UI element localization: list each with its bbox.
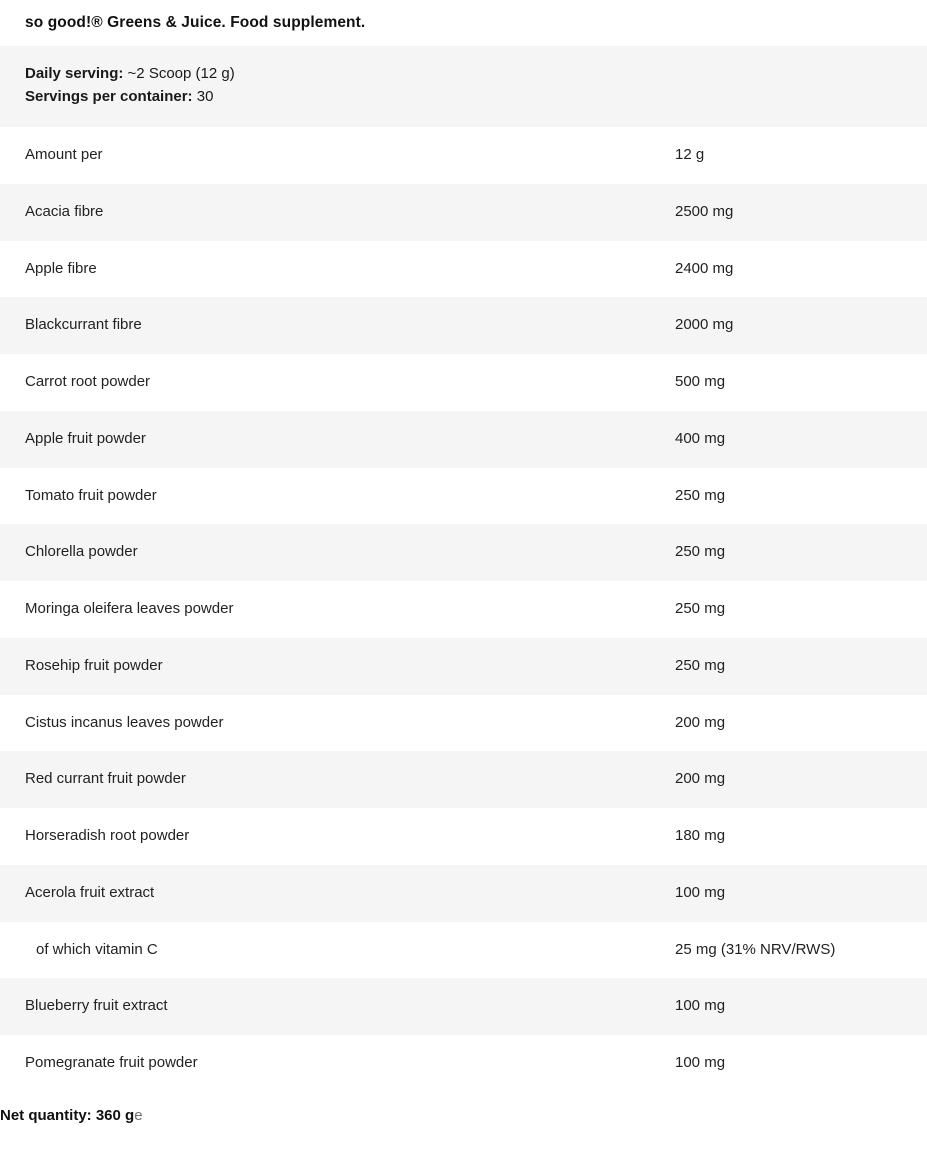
ingredient-amount: 100 mg (675, 1035, 927, 1092)
ingredient-name: Acacia fibre (0, 184, 675, 241)
table-row (0, 581, 927, 638)
ingredient-amount: 100 mg (675, 865, 927, 922)
table-row (0, 354, 927, 411)
ingredient-amount: 200 mg (675, 751, 927, 808)
daily-serving-line (25, 63, 902, 86)
ingredient-amount: 250 mg (675, 468, 927, 525)
table-row (0, 751, 927, 808)
ingredient-amount: 500 mg (675, 354, 927, 411)
table-row (0, 865, 927, 922)
table-row (0, 241, 927, 298)
table-row (0, 468, 927, 525)
ingredient-name: Chlorella powder (0, 524, 675, 581)
servings-per-container-value: 30 (196, 87, 214, 105)
ingredient-amount: 2400 mg (675, 241, 927, 298)
daily-serving-value: ~2 Scoop (12 g) (127, 65, 235, 82)
ingredient-name: Rosehip fruit powder (0, 638, 675, 695)
daily-serving-label: Daily serving: (25, 65, 124, 82)
ingredient-name: of which vitamin C (0, 922, 675, 979)
ingredient-amount: 2500 mg (675, 184, 927, 241)
table-row (0, 638, 927, 695)
servings-per-container-label: Servings per container: (25, 87, 193, 105)
ingredient-name: Moringa oleifera leaves powder (0, 581, 675, 638)
table-row (0, 184, 927, 241)
ingredient-name: Tomato fruit powder (0, 468, 675, 525)
table-header-name: Amount per (0, 127, 675, 184)
ingredient-amount: 250 mg (675, 638, 927, 695)
ingredient-name: Apple fruit powder (0, 411, 675, 468)
ingredient-name: Blueberry fruit extract (0, 978, 675, 1035)
table-header-row (0, 127, 927, 184)
table-row (0, 922, 927, 979)
nutrition-table-body (0, 127, 927, 1092)
ingredient-name: Cistus incanus leaves powder (0, 695, 675, 752)
table-row (0, 411, 927, 468)
ingredient-amount: 200 mg (675, 695, 927, 752)
table-header-value: 12 g (675, 127, 927, 184)
ingredient-name: Carrot root powder (0, 354, 675, 411)
nutrition-table (0, 127, 927, 1092)
table-row (0, 695, 927, 752)
ingredient-name: Horseradish root powder (0, 808, 675, 865)
ingredient-name: Pomegranate fruit powder (0, 1035, 675, 1092)
table-row (0, 808, 927, 865)
estimated-sign-icon: e (134, 1106, 143, 1124)
page-title: so good!® Greens & Juice. Food supplement. (25, 14, 366, 31)
ingredient-name: Red currant fruit powder (0, 751, 675, 808)
ingredient-amount: 250 mg (675, 524, 927, 581)
net-quantity-label: Net quantity: (0, 1106, 92, 1124)
ingredient-name: Blackcurrant fibre (0, 297, 675, 354)
ingredient-name: Acerola fruit extract (0, 865, 675, 922)
ingredient-amount: 400 mg (675, 411, 927, 468)
serving-information (0, 46, 927, 127)
ingredient-amount: 180 mg (675, 808, 927, 865)
ingredient-amount: 2000 mg (675, 297, 927, 354)
ingredient-name: Apple fibre (0, 241, 675, 298)
table-row (0, 297, 927, 354)
net-quantity (0, 1092, 927, 1140)
servings-per-container-line (25, 86, 902, 109)
table-row (0, 524, 927, 581)
table-row (0, 978, 927, 1035)
table-row (0, 1035, 927, 1092)
net-quantity-value: 360 g (95, 1106, 135, 1124)
ingredient-amount: 100 mg (675, 978, 927, 1035)
ingredient-amount: 25 mg (31% NRV/RWS) (675, 922, 927, 979)
ingredient-amount: 250 mg (675, 581, 927, 638)
